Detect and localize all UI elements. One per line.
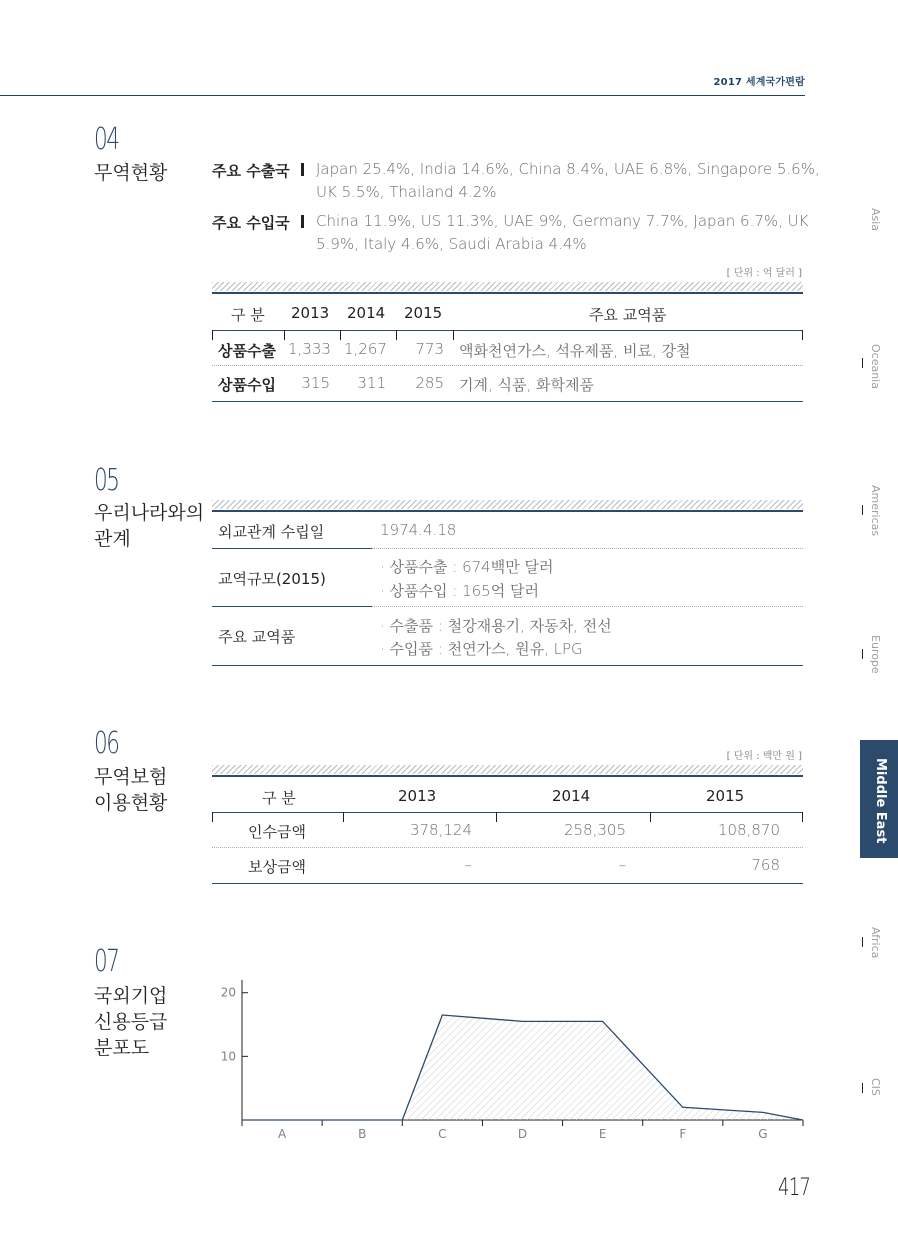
relations-table-top-rule <box>212 510 803 512</box>
section-05-number: 05 <box>94 463 119 498</box>
insurance-header-rule <box>212 812 803 813</box>
trade-header-rule <box>212 330 803 331</box>
y-tick-label: 10 <box>220 1049 236 1064</box>
side-tab-oceania[interactable]: Oceania <box>869 344 882 389</box>
export-line-2: UK 5.5%, Thailand 4.2% <box>316 183 497 201</box>
x-tick-label: G <box>758 1127 768 1141</box>
trade-unit: [ 단위 : 억 달러 ] <box>726 268 802 279</box>
insurance-row-label: 인수금액 <box>248 823 306 841</box>
relations-row-label: 외교관계 수립일 <box>218 523 325 541</box>
trade-table-hatch <box>212 282 803 291</box>
trade-cell: 285 <box>415 374 444 392</box>
x-tick-label: B <box>358 1127 367 1141</box>
trade-cell: 311 <box>357 374 386 392</box>
insurance-cell: – <box>618 856 626 874</box>
insurance-unit: [ 단위 : 백만 원 ] <box>726 751 802 762</box>
side-tab-middle-east-label: Middle East <box>873 758 888 844</box>
trade-header-goods: 주요 교역품 <box>589 306 667 324</box>
x-tick-label: F <box>679 1127 687 1141</box>
trade-table-bottom-rule <box>212 401 803 402</box>
trade-cell-goods: 액화천연가스, 석유제품, 비료, 강철 <box>459 342 691 360</box>
import-line-2: 5.9%, Italy 4.6%, Saudi Arabia 4.4% <box>316 235 587 253</box>
x-tick-label: E <box>598 1127 607 1141</box>
insurance-header-2014: 2014 <box>552 787 591 805</box>
section-05-title-line-1: 우리나라와의 <box>94 502 205 524</box>
insurance-row-label: 보상금액 <box>248 858 306 876</box>
x-tick-label: C <box>438 1127 447 1141</box>
section-05-title-line-2: 관계 <box>94 528 131 550</box>
trade-cell: 315 <box>301 374 330 392</box>
insurance-cell: 768 <box>751 856 780 874</box>
trade-header-2013: 2013 <box>291 304 330 322</box>
insurance-cell: 258,305 <box>563 821 626 839</box>
trade-cell: 1,333 <box>288 340 331 358</box>
insurance-cell: 108,870 <box>717 821 780 839</box>
trade-header-category: 구 분 <box>231 306 265 324</box>
side-tab-americas[interactable]: Americas <box>869 485 882 537</box>
insurance-header-2015: 2015 <box>706 787 745 805</box>
import-label: 주요 수입국 <box>212 214 290 232</box>
series-area <box>242 1015 803 1120</box>
export-line-1: Japan 25.4%, India 14.6%, China 8.4%, UAE 6.8%, Singapore 5.6%, <box>316 160 820 178</box>
insurance-table-hatch <box>212 765 803 774</box>
relations-table-hatch <box>212 500 803 509</box>
side-tab-middle-east[interactable] <box>860 740 898 858</box>
export-label: 주요 수출국 <box>212 162 290 180</box>
insurance-table-bottom-rule <box>212 883 803 884</box>
insurance-cell: 378,124 <box>409 821 472 839</box>
insurance-header-2013: 2013 <box>398 787 437 805</box>
side-tab-cis[interactable]: CIS <box>869 1078 882 1096</box>
relations-row-label: 교역규모(2015) <box>218 570 326 588</box>
export-separator <box>301 163 304 176</box>
trade-row-label: 상품수입 <box>218 376 276 394</box>
trade-cell-goods: 기계, 식품, 화학제품 <box>459 376 594 394</box>
side-tab-europe[interactable]: Europe <box>869 635 882 674</box>
section-07-title-line-1: 국외기업 <box>94 985 168 1007</box>
trade-row-label: 상품수출 <box>218 342 276 360</box>
x-tick-label: A <box>277 1127 287 1141</box>
running-header: 2017 세계국가편람 <box>713 77 805 88</box>
section-06-title-line-2: 이용현황 <box>94 792 168 814</box>
relations-row-value: · 수출품 : 철강재용기, 자동차, 전선 <box>380 617 612 635</box>
trade-cell: 1,267 <box>344 340 387 358</box>
relations-row-value: 1974.4.18 <box>380 521 457 539</box>
relations-row-value: · 수입품 : 천연가스, 원유, LPG <box>380 640 583 658</box>
section-07-title-line-3: 분포도 <box>94 1037 150 1059</box>
section-06-number: 06 <box>94 726 119 761</box>
trade-header-2014: 2014 <box>347 304 386 322</box>
import-separator <box>301 215 304 228</box>
insurance-header-category: 구 분 <box>262 789 296 807</box>
side-tab-asia[interactable]: Asia <box>869 208 882 232</box>
page-number: 417 <box>778 1173 811 1201</box>
relations-row-label: 주요 교역품 <box>218 628 296 646</box>
relations-row-value: · 상품수입 : 165억 달러 <box>380 582 539 600</box>
insurance-table-top-rule <box>212 775 803 777</box>
relations-row-value: · 상품수출 : 674백만 달러 <box>380 558 554 576</box>
trade-header-2015: 2015 <box>404 304 443 322</box>
section-07-number: 07 <box>94 944 119 979</box>
section-06-title-line-1: 무역보험 <box>94 766 168 788</box>
insurance-cell: – <box>464 856 472 874</box>
trade-cell: 773 <box>415 340 444 358</box>
credit-rating-chart <box>200 980 810 1150</box>
side-tab-africa[interactable]: Africa <box>869 927 882 959</box>
header-rule <box>0 95 805 96</box>
x-tick-label: D <box>517 1127 528 1141</box>
section-04-number: 04 <box>94 122 119 157</box>
import-line-1: China 11.9%, US 11.3%, UAE 9%, Germany 7.7%, Japan 6.7%, UK <box>316 212 809 230</box>
relations-table-bottom-rule <box>212 665 803 666</box>
trade-table-top-rule <box>212 292 803 294</box>
section-04-title: 무역현황 <box>94 162 168 184</box>
y-tick-label: 20 <box>220 985 236 1000</box>
section-07-title-line-2: 신용등급 <box>94 1011 168 1033</box>
